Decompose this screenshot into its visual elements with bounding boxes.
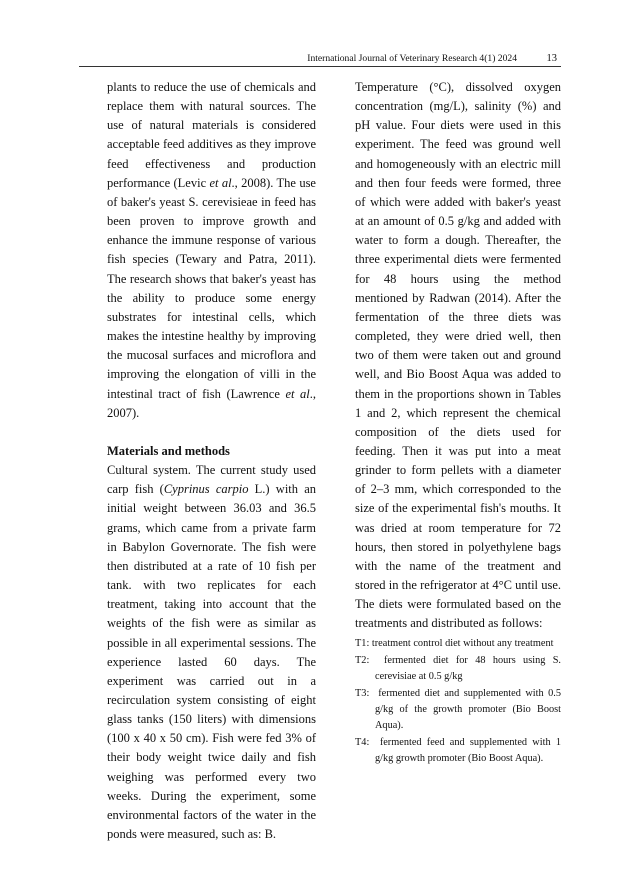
intro-paragraph [107,78,316,423]
journal-title: International Journal of Veterinary Research 4(1) 2024 [307,53,517,64]
treatment-description: fermented feed and supplemented with 1 g/kg growth promoter (Bio Boost Aqua). [375,736,561,764]
treatment-list [355,636,561,767]
treatment-description: fermented diet for 48 hours using S. cerevisiae at 0.5 g/kg [375,654,562,682]
page-number: 13 [546,53,557,64]
treatment-item-t1 [355,636,561,652]
intro-text-part1: plants to reduce the use of chemicals and replace them with natural sources. The use of natural materials is considered acceptable feed additives as they improve feed effectiveness and production performance (Levic [107,80,316,190]
treatment-code: T1: [355,637,370,649]
treatment-code: T2: [355,654,370,666]
et-al-2: et al [285,386,310,401]
methods-paragraph [107,461,316,844]
treatment-code: T3: [355,687,370,699]
et-al-1: et al [209,175,232,190]
treatment-description: fermented diet and supplemented with 0.5 g/kg of the growth promoter (Bio Boost Aqua). [375,687,561,731]
treatment-code: T4: [355,736,370,748]
treatment-item-t3 [355,686,561,734]
methods-text-part1: Cultural system. The current study used carp fish ( [107,463,316,497]
intro-text-part3: ., 2007). [107,386,316,420]
section-heading-materials-methods: Materials and methods [107,443,230,458]
left-column [107,78,316,844]
treatment-item-t2 [355,653,561,685]
paragraph-spacer [107,423,316,442]
right-column [355,78,561,768]
species-name: Cyprinus carpio [163,482,249,497]
methods-text-part2: L.) with an initial weight between 36.03 and 36.5 grams, which came from a private farm in Babylon Governorate. The fish were then distributed at a rate of 10 fish per tank. with two replicates for each treatment, taking into account that the weights of the fish were as similar as possible in all experimental sessions. The experience lasted 60 days. The experiment was carried out in a recirculation system consisting of eight glass tanks (150 liters) with dimensions (100 x 40 x 50 cm). Fish were fed 3% of their body weight twice daily and fish weighing was performed every two weeks. During the experiment, some environmental factors of the water in the ponds were measured, such as: B. [107,482,316,842]
treatment-description: treatment control diet without any treatment [371,637,554,649]
intro-text-part2: ., 2008). The use of baker's yeast S. cerevisieae in feed has been proven to improve growth and enhance the immune response of various fish species (Tewary and Patra, 2011). The research shows that baker's yeast has the ability to produce some energy substrates for intestinal cells, which makes the intestine healthy by improving the mucosal surfaces and microflora and improving the elongation of villi in the intestinal tract of fish (Lawrence [107,175,316,401]
treatment-item-t4 [355,735,561,767]
page-header [79,52,561,67]
diet-preparation-paragraph: Temperature (°C), dissolved oxygen concentration (mg/L), salinity (%) and pH value. Four diets were used in this experiment. The feed was ground well and homogeneously with an electric mill and then four feeds were formed, three of which were added with baker's yeast at an amount of 0.5 g/kg and added with water to form a dough. Thereafter, the three experimental diets were fermented for 48 hours using the method mentioned by Radwan (2014). After the fermentation of the three diets was completed, they were dried well, then two of them were taken out and ground well, and Bio Boost Aqua was added to them in the proportions shown in Tables 1 and 2, which represent the chemical composition of the diets used for feeding. Then it was put into a meat grinder to form pellets with a diameter of 2–3 mm, which corresponded to the size of the experimental fish's mouths. It was dried at room temperature for 72 hours, then stored in polyethylene bags with the name of the treatment and stored in the refrigerator at 4°C until use. The diets were formulated based on the treatments and distributed as follows: [355,80,561,631]
